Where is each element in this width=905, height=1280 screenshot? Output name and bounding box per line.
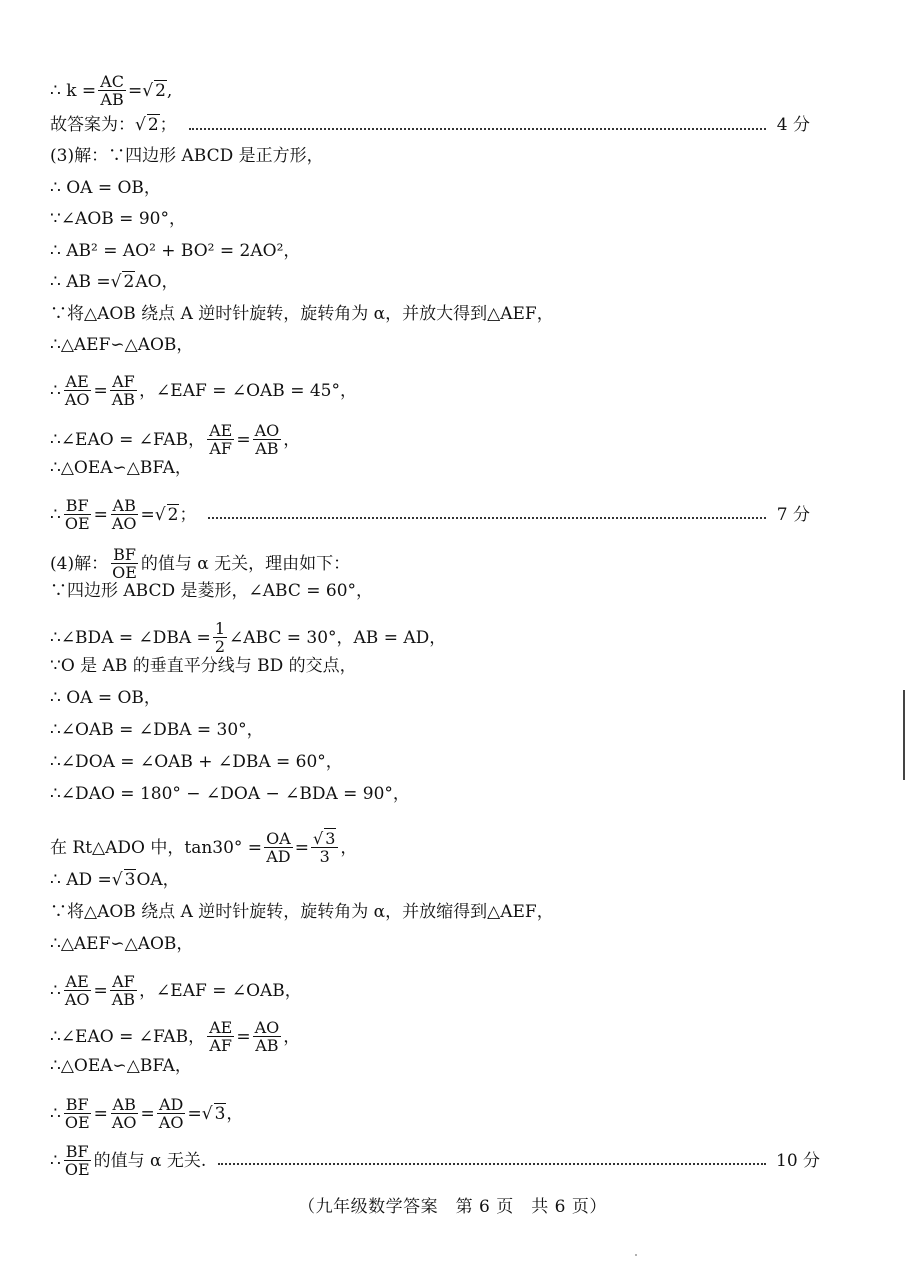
line (50, 145, 810, 167)
score-label: 4 分 (776, 115, 810, 135)
text: ∴ (50, 1150, 61, 1171)
dot-leader (218, 1162, 766, 1165)
radicand: 3 (214, 1103, 226, 1124)
radicand: 3 (325, 829, 336, 848)
denominator: 3 (319, 847, 330, 866)
line (50, 580, 810, 602)
line (50, 687, 810, 709)
text: ∴∠EAO = ∠FAB， (50, 429, 206, 450)
denominator: AO (64, 390, 90, 409)
fraction (207, 1019, 234, 1054)
text: = (127, 80, 143, 101)
sqrt: √ 2 (135, 115, 159, 135)
fraction (63, 373, 92, 408)
score-label: 10 分 (776, 1150, 821, 1171)
denominator: AO (111, 1113, 137, 1132)
fraction (110, 546, 139, 581)
line (50, 271, 810, 293)
fraction (63, 1096, 92, 1131)
numerator: AO (254, 1018, 280, 1037)
line (50, 177, 810, 199)
line (50, 620, 810, 655)
numerator: 1 (214, 619, 225, 638)
line (50, 869, 810, 891)
denominator: AD (266, 847, 291, 866)
text: ∴ (50, 380, 61, 401)
page-footer: （九年级数学答案 第 6 页 共 6 页） (298, 1197, 607, 1217)
text: ∴ OA = OB， (50, 178, 161, 198)
dot-leader (208, 516, 766, 519)
text: (3)解：∵四边形 ABCD 是正方形， (50, 146, 324, 166)
line (50, 830, 810, 865)
fraction (63, 497, 92, 532)
numerator: AB (112, 496, 136, 515)
sqrt: √ 3 (312, 829, 336, 848)
line (50, 973, 810, 1008)
line (50, 334, 810, 356)
line (50, 303, 810, 325)
text: ∵将△AOB 绕点 A 逆时针旋转，旋转角为 α，并放缩得到△AEF， (50, 902, 554, 922)
text: = (93, 980, 108, 1001)
denominator: AF (209, 439, 233, 458)
text: ∴∠DAO = 180° − ∠DOA − ∠BDA = 90°， (50, 784, 410, 804)
numerator: BF (113, 545, 136, 564)
text: ，∠EAF = ∠OAB， (139, 980, 302, 1001)
numerator: AE (65, 372, 89, 391)
numerator: AF (112, 972, 135, 991)
fraction (63, 1143, 92, 1178)
text: = (294, 837, 309, 858)
text: OA， (136, 870, 180, 890)
line-answer-part3 (50, 497, 810, 532)
fraction (253, 422, 282, 457)
text: 的值与 α 无关，理由如下： (140, 553, 351, 574)
text: ∵O 是 AB 的垂直平分线与 BD 的交点， (50, 656, 357, 676)
line-answer-part4 (50, 1142, 821, 1179)
line (50, 719, 810, 741)
text: = (140, 1103, 155, 1124)
text: = (93, 504, 108, 525)
text: ∴ AB = (50, 272, 111, 292)
radicand: 2 (123, 272, 135, 292)
line (50, 655, 810, 677)
text: ∴∠BDA = ∠DBA = (50, 627, 211, 648)
denominator: OE (112, 563, 137, 582)
line (50, 1055, 810, 1077)
line-answer-part2 (50, 114, 810, 136)
text: ； (159, 115, 177, 135)
text: AO， (135, 272, 179, 292)
fraction (213, 620, 227, 655)
text: = (187, 1103, 202, 1124)
text: ∴△OEA∽△BFA， (50, 458, 192, 478)
text: ∴ AB² = AO² + BO² = 2AO²， (50, 241, 301, 261)
radicand: 3 (124, 870, 136, 890)
text: ∵四边形 ABCD 是菱形，∠ABC = 60°， (50, 581, 374, 601)
numerator: AC (100, 72, 124, 91)
text: ∴ k = (50, 80, 97, 101)
text: ∴△AEF∽△AOB， (50, 934, 194, 954)
denominator: AO (158, 1113, 184, 1132)
sqrt: √ 2 (110, 272, 135, 292)
numerator: AE (209, 1018, 233, 1037)
numerator: AO (254, 421, 280, 440)
fraction (264, 830, 293, 865)
text: ∴ AD = (50, 870, 112, 890)
text: = (93, 1103, 108, 1124)
text: ∵将△AOB 绕点 A 逆时针旋转，旋转角为 α，并放大得到△AEF， (50, 304, 554, 324)
numerator: BF (65, 1095, 89, 1114)
text: ∴△AEF∽△AOB， (50, 335, 194, 355)
denominator: OE (64, 1113, 90, 1132)
dot-leader (189, 127, 766, 130)
text: = (140, 504, 155, 525)
denominator: AB (111, 990, 136, 1009)
line (50, 422, 810, 457)
text: ∴ (50, 504, 61, 525)
numerator: AE (65, 972, 89, 991)
text: = (236, 429, 251, 450)
numerator: AF (112, 372, 135, 391)
line (50, 751, 810, 773)
text: = (93, 380, 108, 401)
line (50, 1019, 810, 1054)
fraction (207, 422, 234, 457)
denominator: 2 (214, 637, 225, 656)
text: ， (283, 429, 301, 450)
numerator: AD (158, 1095, 184, 1114)
text: ∴∠DOA = ∠OAB + ∠DBA = 60°， (50, 752, 343, 772)
scan-dust-mark (635, 1254, 637, 1256)
line (50, 901, 810, 923)
sqrt: √ 2 (142, 80, 166, 101)
text: 在 Rt△ADO 中，tan30° = (50, 837, 263, 858)
numerator: OA (266, 829, 291, 848)
radicand: 2 (167, 504, 179, 525)
fraction (110, 1096, 139, 1131)
text: ∠ABC = 30°，AB = AD， (229, 627, 447, 648)
line (50, 783, 810, 805)
line (50, 457, 810, 479)
line (50, 1096, 810, 1131)
fraction (63, 973, 92, 1008)
numerator: BF (65, 496, 89, 515)
text: ， (283, 1026, 301, 1047)
line (50, 546, 810, 581)
sqrt: √ 3 (111, 870, 136, 890)
fraction (110, 373, 137, 408)
text: ∵∠AOB = 90°， (50, 209, 186, 229)
fraction (110, 497, 139, 532)
fraction (110, 973, 137, 1008)
text: , (166, 80, 173, 101)
score-label: 7 分 (776, 504, 810, 525)
denominator: AB (100, 90, 124, 109)
denominator: OE (64, 514, 90, 533)
fraction (157, 1096, 186, 1131)
text: 的值与 α 无关. (93, 1150, 207, 1171)
sqrt: √ 2 (154, 504, 179, 525)
text: ； (179, 504, 197, 525)
text: ∴△OEA∽△BFA， (50, 1056, 192, 1076)
line (50, 933, 810, 955)
fraction (98, 73, 126, 108)
text: ∴ OA = OB， (50, 688, 161, 708)
fraction (311, 830, 338, 865)
denominator: AO (111, 514, 137, 533)
text: ∴∠EAO = ∠FAB， (50, 1026, 206, 1047)
text: 故答案为： (50, 115, 135, 135)
line (50, 208, 810, 230)
line (50, 240, 810, 262)
text: ， (226, 1103, 244, 1124)
radicand: 2 (147, 115, 159, 135)
denominator: AO (64, 990, 90, 1009)
denominator: AB (255, 1036, 279, 1055)
fraction (253, 1019, 282, 1054)
numerator: AE (209, 421, 233, 440)
sqrt: √ 3 (201, 1103, 226, 1124)
text: ∴ (50, 1103, 61, 1124)
denominator: AB (111, 390, 136, 409)
numerator: BF (65, 1142, 89, 1161)
denominator: OE (64, 1160, 90, 1179)
line (50, 373, 810, 408)
text: (4)解： (50, 553, 109, 574)
numerator: AB (112, 1095, 136, 1114)
text: ∴∠OAB = ∠DBA = 30°， (50, 720, 264, 740)
denominator: AB (255, 439, 279, 458)
line-k-result (50, 73, 810, 108)
text: ∴ (50, 980, 61, 1001)
denominator: AF (209, 1036, 233, 1055)
text: ， (340, 837, 358, 858)
radicand: 2 (155, 80, 166, 101)
text: = (236, 1026, 251, 1047)
numerator (311, 830, 338, 848)
text: ，∠EAF = ∠OAB = 45°， (139, 380, 357, 401)
